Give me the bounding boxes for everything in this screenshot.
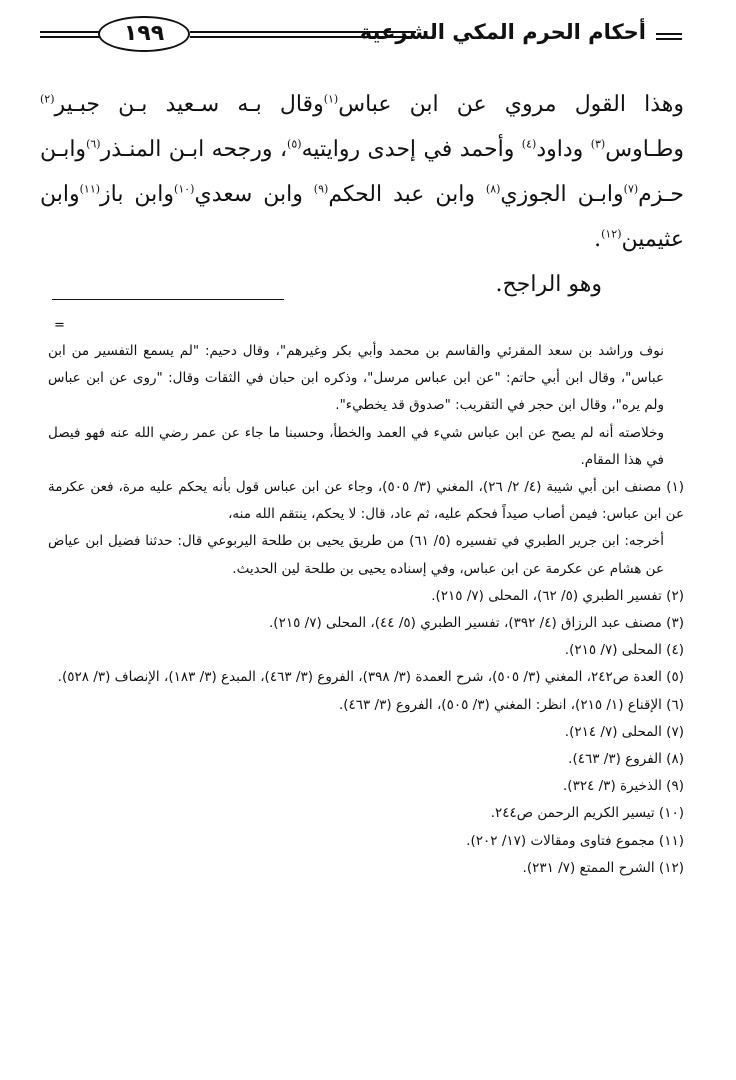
footnotes (48, 338, 684, 882)
text-run: ، ورجحه ابـن المنـذر (100, 137, 288, 162)
footnote-separator (52, 299, 284, 300)
footnote-ref[interactable]: (٨) (485, 182, 501, 196)
footnote-ref[interactable]: (١١) (79, 182, 101, 196)
text-run: . (594, 227, 602, 252)
footnote-3: (٣) مصنف عبد الرزاق (٤/ ٣٩٢)، تفسير الطبري (٥/ ٤٤)، المحلى (٧/ ٢١٥). (269, 615, 684, 632)
footnote-ref[interactable]: (٩) (313, 182, 329, 196)
footnote-ref[interactable]: (٢) (40, 92, 55, 106)
footnote-1-continued: أخرجه: ابن جرير الطبري في تفسيره (٥/ ٦١) من طريق يحيى بن طلحة اليربوعي قال: حدثنا فضيل ابن عياض عن هشام عن عكرمة عن ابن عباس، وفي إسناده يحيى بن طلحة لين الحديث. (48, 533, 665, 577)
footnote-ref[interactable]: (٧) (623, 182, 639, 196)
footnote-6: (٦) الإقناع (١/ ٢١٥)، انظر: المغني (٣/ ٥٠٥)، الفروع (٣/ ٤٦٣). (338, 696, 684, 713)
footnote-9: (٩) الذخيرة (٣/ ٣٢٤). (563, 778, 684, 795)
footnote-continuation-mark: = (54, 318, 65, 333)
footnote-11: (١١) مجموع فتاوى ومقالات (١٧/ ٢٠٢). (466, 832, 684, 849)
text-run: وداود (536, 137, 591, 162)
footnote-2: (٢) تفسير الطبري (٥/ ٦٢)، المحلى (٧/ ٢١٥). (431, 587, 684, 604)
footnote-continued-text: وخلاصته أنه لم يصح عن ابن عباس شيء في العمد والخطأ، وحسبنا ما جاء عن عمر رضي الله عنه فهو فيصل في هذا المقام. (48, 424, 664, 468)
main-text (40, 82, 684, 307)
text-run: وقال بـه سـعيد بـن جبـير (54, 92, 324, 117)
running-header (40, 14, 696, 58)
footnote-ref[interactable]: (٦) (86, 137, 101, 151)
footnote-ref[interactable]: (١٢) (601, 227, 622, 241)
footnote-continued-text: نوف وراشد بن سعد المقرئي والقاسم بن محمد وأبي بكر وغيرهم"، وقال دحيم: "لم يسمع التفسير من ابن عباس"، وقال ابن أبي حاتم: "عن ابن عباس مرسل"، وذكره ابن حبان في الثقات وقال: "روى عن ابن عباس ولم يره"، وقال ابن حجر في التقريب: "صدوق قد يخطيء". (48, 343, 664, 414)
footnote-ref[interactable]: (١) (323, 92, 339, 106)
header-dash-ornament (656, 33, 682, 40)
main-paragraph (40, 82, 684, 262)
text-run: وأحمد في إحدى روايتيه (301, 137, 522, 162)
footnote-7: (٧) المحلى (٧/ ٢١٤). (564, 723, 684, 740)
text-run: وابـن حـزم (40, 137, 684, 207)
footnote-1: (١) مصنف ابن أبي شيبة (٤/ ٢/ ٢٦)، المغني (٣/ ٥٠٥)، وجاء عن ابن عباس قول بأنه يحكم عليه مرة، فعن عكرمة عن ابن عباس: فيمن أصاب صيداً فحكم عليه، ثم عاد، قال: لا يحكم، ينتقم الله منه، (48, 479, 685, 523)
footnote-4: (٤) المحلى (٧/ ٢١٥). (564, 642, 684, 659)
text-run: وابـن الجوزي (500, 182, 624, 207)
footnote-12: (١٢) الشرح الممتع (٧/ ٢٣١). (522, 859, 684, 876)
footnote-ref[interactable]: (٤) (521, 137, 537, 151)
header-double-rule (190, 31, 416, 38)
header-title: أحكام الحرم المكي الشرعية (359, 20, 646, 44)
footnote-ref[interactable]: (٥) (287, 137, 302, 151)
text-run: وابن عبد الحكم (328, 182, 486, 207)
footnote-ref[interactable]: (١٠) (174, 182, 195, 196)
page-number: ١٩٩ (98, 16, 190, 52)
footnote-10: (١٠) تيسير الكريم الرحمن ص٢٤٤. (490, 805, 684, 822)
footnote-8: (٨) الفروع (٣/ ٤٦٣). (568, 751, 684, 768)
conclusion-paragraph: وهو الراجح. (495, 272, 602, 297)
footnote-ref[interactable]: (٣) (590, 137, 606, 151)
text-run: وطـاوس (605, 137, 684, 162)
footnote-5: (٥) العدة ص٢٤٢، المغني (٣/ ٥٠٥)، شرح العمدة (٣/ ٣٩٨)، الفروع (٣/ ٤٦٣)، المبدع (٣/ ١٨٣)، الإنصاف (٣/ ٥٢٨). (57, 669, 684, 686)
text-run: وابن باز (100, 182, 175, 207)
header-double-rule-left (40, 31, 100, 38)
text-run: وابن عثيمين (40, 182, 684, 252)
text-run: وابن سعدي (194, 182, 314, 207)
text-run: وهذا القول مروي عن ابن عباس (338, 92, 685, 117)
